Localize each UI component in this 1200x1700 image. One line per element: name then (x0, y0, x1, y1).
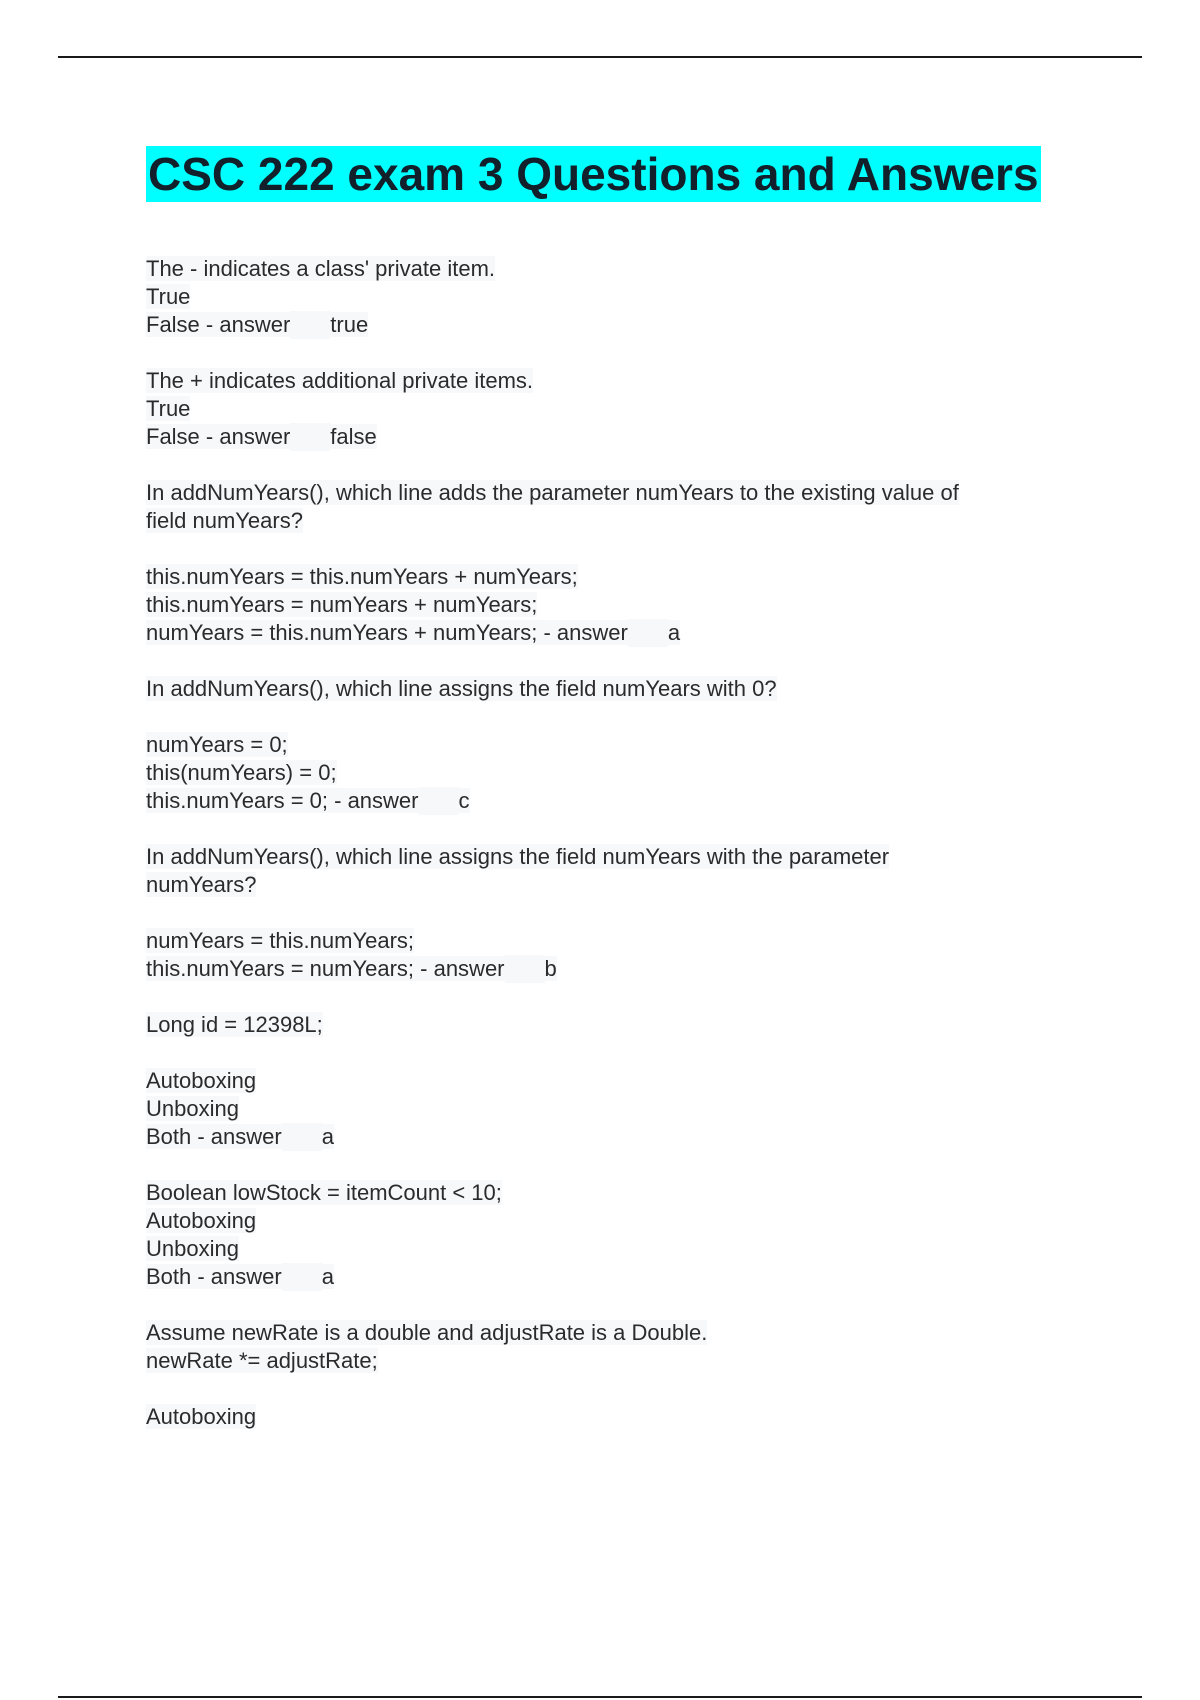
header-rule (58, 56, 1142, 58)
answer-spacer (628, 619, 668, 647)
answer-spacer (282, 1123, 322, 1151)
answer-spacer (290, 423, 330, 451)
line-text: Assume newRate is a double and adjustRate is a Double. (146, 1320, 708, 1345)
question-list (146, 255, 1086, 1431)
blank-line (146, 703, 1086, 731)
question-text (146, 1011, 1086, 1039)
answer-spacer (282, 1263, 322, 1291)
question-block (146, 367, 1086, 451)
footer-rule (58, 1696, 1142, 1698)
question-line (146, 619, 1086, 647)
question-line (146, 311, 1086, 339)
question-block (146, 1011, 1086, 1151)
document-body (146, 146, 1086, 1459)
line-text: Autoboxing (146, 1068, 257, 1093)
line-text: numYears = this.numYears; (146, 928, 415, 953)
question-block (146, 1319, 1086, 1431)
answer-value: b (544, 956, 557, 981)
question-text (146, 367, 1086, 395)
line-text: False - answer (146, 424, 291, 449)
question-text (146, 675, 1086, 703)
line-text: The + indicates additional private items. (146, 368, 534, 393)
line-text: this(numYears) = 0; (146, 760, 337, 785)
answer-value: false (330, 424, 377, 449)
line-text: Unboxing (146, 1096, 239, 1121)
line-text: newRate *= adjustRate; (146, 1348, 378, 1373)
answer-value: c (458, 788, 470, 813)
line-text: In addNumYears(), which line adds the parameter numYears to the existing value of (146, 480, 959, 505)
answer-value: a (321, 1264, 334, 1289)
line-text: True (146, 396, 191, 421)
question-line (146, 563, 1086, 591)
question-line (146, 1123, 1086, 1151)
question-line (146, 591, 1086, 619)
line-text: numYears = this.numYears + numYears; - answer (146, 620, 628, 645)
question-block (146, 255, 1086, 339)
question-line (146, 787, 1086, 815)
question-block (146, 1179, 1086, 1291)
line-text: The - indicates a class' private item. (146, 256, 496, 281)
question-block (146, 843, 1086, 983)
question-line (146, 927, 1086, 955)
blank-line (146, 1375, 1086, 1403)
question-line (146, 1403, 1086, 1431)
line-text: this.numYears = this.numYears + numYears; (146, 564, 578, 589)
question-line (146, 395, 1086, 423)
line-text: numYears? (146, 872, 257, 897)
answer-value: true (330, 312, 369, 337)
line-text: this.numYears = numYears; - answer (146, 956, 505, 981)
question-line (146, 283, 1086, 311)
question-line (146, 871, 1086, 899)
blank-line (146, 899, 1086, 927)
question-line (146, 1235, 1086, 1263)
question-line (146, 1207, 1086, 1235)
line-text: In addNumYears(), which line assigns the field numYears with 0? (146, 676, 777, 701)
question-text (146, 1319, 1086, 1347)
line-text: Boolean lowStock = itemCount < 10; (146, 1180, 502, 1205)
question-line (146, 955, 1086, 983)
line-text: this.numYears = 0; - answer (146, 788, 419, 813)
line-text: Autoboxing (146, 1208, 257, 1233)
question-line (146, 759, 1086, 787)
blank-line (146, 1039, 1086, 1067)
document-title: CSC 222 exam 3 Questions and Answers (148, 148, 1039, 200)
answer-spacer (419, 787, 459, 815)
answer-value: a (321, 1124, 334, 1149)
question-line (146, 1263, 1086, 1291)
line-text: Long id = 12398L; (146, 1012, 323, 1037)
line-text: Unboxing (146, 1236, 239, 1261)
question-line (146, 1095, 1086, 1123)
line-text: this.numYears = numYears + numYears; (146, 592, 538, 617)
question-text (146, 1179, 1086, 1207)
line-text: Both - answer (146, 1264, 282, 1289)
line-text: False - answer (146, 312, 291, 337)
question-line (146, 507, 1086, 535)
line-text: True (146, 284, 191, 309)
answer-spacer (505, 955, 545, 983)
question-text (146, 843, 1086, 871)
question-block (146, 675, 1086, 815)
line-text: Autoboxing (146, 1404, 257, 1429)
answer-spacer (290, 311, 330, 339)
question-block (146, 479, 1086, 647)
line-text: In addNumYears(), which line assigns the field numYears with the parameter (146, 844, 890, 869)
question-line (146, 1347, 1086, 1375)
question-line (146, 731, 1086, 759)
question-text (146, 255, 1086, 283)
question-line (146, 1067, 1086, 1095)
line-text: Both - answer (146, 1124, 282, 1149)
line-text: field numYears? (146, 508, 303, 533)
blank-line (146, 535, 1086, 563)
question-text (146, 479, 1086, 507)
answer-value: a (667, 620, 681, 645)
question-line (146, 423, 1086, 451)
line-text: numYears = 0; (146, 732, 288, 757)
